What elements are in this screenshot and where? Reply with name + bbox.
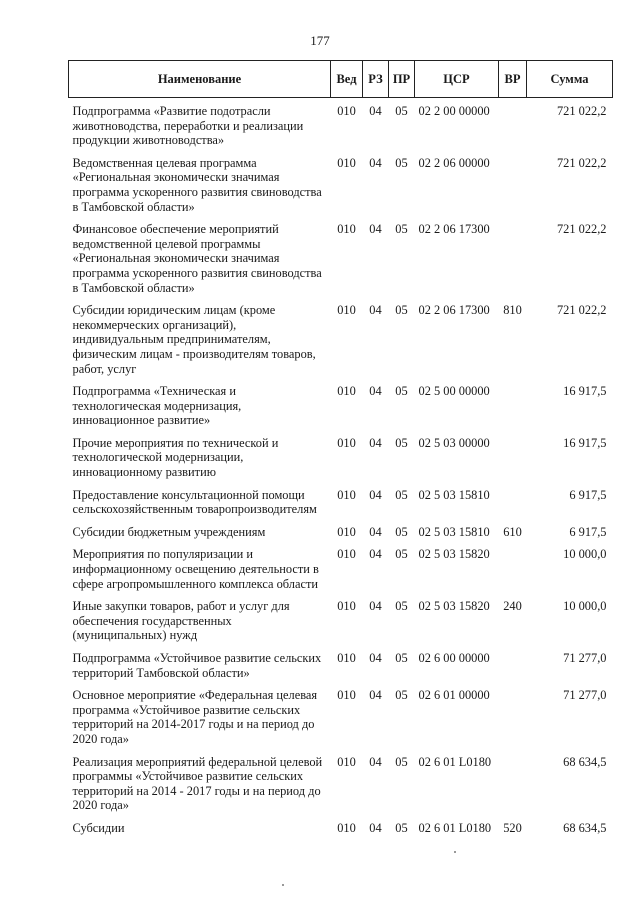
row-csr: 02 6 01 00000: [418, 688, 490, 703]
row-vr: [499, 488, 527, 525]
row-ved: 010: [337, 754, 356, 769]
row-csr: 02 2 06 17300: [418, 222, 490, 237]
row-vr: 240: [503, 599, 522, 614]
header-pr: ПР: [389, 61, 415, 98]
table-row: [69, 303, 613, 384]
header-ved: Вед: [331, 61, 363, 98]
row-ved: 010: [337, 435, 356, 450]
row-sum: 721 022,2: [556, 104, 607, 118]
row-sum: 6 917,5: [569, 487, 607, 502]
row-ved: 010: [337, 651, 356, 665]
row-vr: [499, 688, 527, 754]
row-name: Прочие мероприятия по технической и технологической модернизации, инновационному развитию: [72, 435, 279, 480]
row-rz: 04: [369, 435, 382, 450]
row-name: Подпрограмма «Устойчивое развитие сельских территорий Тамбовской области»: [72, 651, 322, 680]
row-name: Основное мероприятие «Федеральная целевая программа «Устойчивое развитие сельских территорий на 2014-2017 годы и на период до 2020 года»: [72, 688, 318, 746]
row-vr: 810: [503, 303, 522, 318]
table-row: [69, 488, 613, 525]
row-csr: 02 2 06 00000: [418, 155, 490, 170]
row-ved: 010: [337, 384, 356, 399]
row-ved: 010: [337, 303, 356, 318]
row-rz: 04: [369, 651, 382, 665]
row-rz: 04: [369, 222, 382, 237]
row-csr: 02 5 00 00000: [418, 384, 490, 399]
scan-speck: [454, 851, 456, 853]
row-sum: 16 917,5: [563, 384, 607, 399]
scan-speck: [282, 884, 284, 886]
row-vr: [499, 98, 527, 156]
row-csr: 02 5 03 15810: [418, 524, 490, 539]
row-pr: 05: [395, 155, 408, 170]
row-name: Ведомственная целевая программа «Региональная экономически значимая программа ускоренного развития свиноводства в Тамбовской области»: [72, 155, 322, 214]
row-ved: 010: [337, 104, 356, 118]
row-rz: 04: [369, 688, 382, 703]
table-row: [69, 755, 613, 821]
table-row: [69, 525, 613, 548]
row-name: Предоставление консультационной помощи сельскохозяйственным товаропроизводителям: [72, 487, 317, 517]
row-ved: 010: [337, 155, 356, 170]
row-pr: 05: [395, 104, 408, 118]
row-csr: 02 5 03 15820: [418, 547, 490, 562]
row-ved: 010: [337, 820, 356, 835]
row-name: Реализация мероприятий федеральной целевой программы «Устойчивое развитие сельских территорий на 2014 - 2017 годы и на период до 2020 года»: [72, 754, 323, 813]
row-ved: 010: [337, 524, 356, 539]
table-row: [69, 436, 613, 488]
table-row: [69, 651, 613, 688]
row-vr: [499, 384, 527, 436]
row-vr: [499, 755, 527, 821]
header-csr: ЦСР: [415, 61, 499, 98]
row-pr: 05: [395, 222, 408, 237]
row-csr: 02 6 00 00000: [418, 651, 490, 665]
row-vr: [499, 222, 527, 303]
row-rz: 04: [369, 524, 382, 539]
row-name: Подпрограмма «Техническая и технологическая модернизация, инновационное развитие»: [72, 384, 242, 428]
row-vr: 520: [503, 820, 522, 835]
row-vr: [499, 436, 527, 488]
row-sum: 6 917,5: [569, 524, 607, 539]
table-row: [69, 384, 613, 436]
row-rz: 04: [369, 487, 382, 502]
row-sum: 71 277,0: [563, 651, 607, 665]
row-ved: 010: [337, 688, 356, 703]
row-ved: 010: [337, 599, 356, 614]
row-name: Финансовое обеспечение мероприятий ведомственной целевой программы «Региональная экономически значимая программа ускоренного развития свиноводства в Тамбовской области»: [72, 222, 322, 295]
row-pr: 05: [395, 754, 408, 769]
row-pr: 05: [395, 547, 408, 562]
budget-table: [68, 60, 613, 844]
row-rz: 04: [369, 754, 382, 769]
row-csr: 02 2 00 00000: [418, 104, 490, 118]
row-sum: 10 000,0: [563, 547, 607, 562]
row-pr: 05: [395, 599, 408, 614]
row-sum: 10 000,0: [563, 599, 607, 614]
row-name: Мероприятия по популяризации и информационному освещению деятельности в сфере агропромышленного комплекса области: [72, 547, 319, 591]
table-row: [69, 156, 613, 222]
row-pr: 05: [395, 435, 408, 450]
page-number: 177: [310, 33, 330, 48]
row-pr: 05: [395, 487, 408, 502]
row-rz: 04: [369, 547, 382, 562]
header-sum: Сумма: [527, 61, 613, 98]
row-pr: 05: [395, 384, 408, 399]
row-pr: 05: [395, 820, 408, 835]
row-pr: 05: [395, 651, 408, 665]
table-row: [69, 547, 613, 599]
row-vr: [499, 156, 527, 222]
row-sum: 721 022,2: [556, 303, 607, 318]
row-sum: 721 022,2: [556, 222, 607, 237]
row-ved: 010: [337, 222, 356, 237]
row-name: Субсидии бюджетным учреждениям: [72, 524, 266, 539]
table-row: [69, 98, 613, 156]
header-vr: ВР: [499, 61, 527, 98]
row-ved: 010: [337, 547, 356, 562]
row-csr: 02 5 03 15810: [418, 487, 490, 502]
row-rz: 04: [369, 155, 382, 170]
header-name: Наименование: [69, 61, 331, 98]
row-name: Субсидии: [72, 820, 125, 835]
table-row: [69, 688, 613, 754]
row-pr: 05: [395, 524, 408, 539]
row-rz: 04: [369, 384, 382, 399]
row-rz: 04: [369, 820, 382, 835]
table-row: [69, 821, 613, 844]
row-rz: 04: [369, 104, 382, 118]
row-csr: 02 6 01 L0180: [418, 820, 492, 835]
row-csr: 02 5 03 15820: [418, 599, 490, 614]
row-rz: 04: [369, 599, 382, 614]
header-rz: РЗ: [363, 61, 389, 98]
row-csr: 02 6 01 L0180: [418, 754, 492, 769]
table-row: [69, 599, 613, 651]
row-sum: 68 634,5: [563, 754, 607, 769]
row-pr: 05: [395, 303, 408, 318]
row-vr: 610: [503, 524, 522, 539]
row-sum: 71 277,0: [563, 688, 607, 703]
row-rz: 04: [369, 303, 382, 318]
table-header-row: [69, 61, 613, 98]
row-vr: [499, 651, 527, 688]
row-name: Субсидии юридическим лицам (кроме некоммерческих организаций), индивидуальным предпринимателям, физическим лицам - производителям товаров, работ, услуг: [72, 303, 316, 376]
row-vr: [499, 547, 527, 599]
row-name: Подпрограмма «Развитие подотрасли животноводства, переработки и реализации продукции животноводства»: [72, 104, 304, 148]
row-csr: 02 2 06 17300: [418, 303, 490, 318]
row-ved: 010: [337, 487, 356, 502]
row-sum: 721 022,2: [556, 155, 607, 170]
table-row: [69, 222, 613, 303]
row-sum: 16 917,5: [563, 435, 607, 450]
row-sum: 68 634,5: [563, 820, 607, 835]
row-pr: 05: [395, 688, 408, 703]
row-csr: 02 5 03 00000: [418, 435, 490, 450]
row-name: Иные закупки товаров, работ и услуг для обеспечения государственных (муниципальных) нужд: [72, 599, 290, 643]
